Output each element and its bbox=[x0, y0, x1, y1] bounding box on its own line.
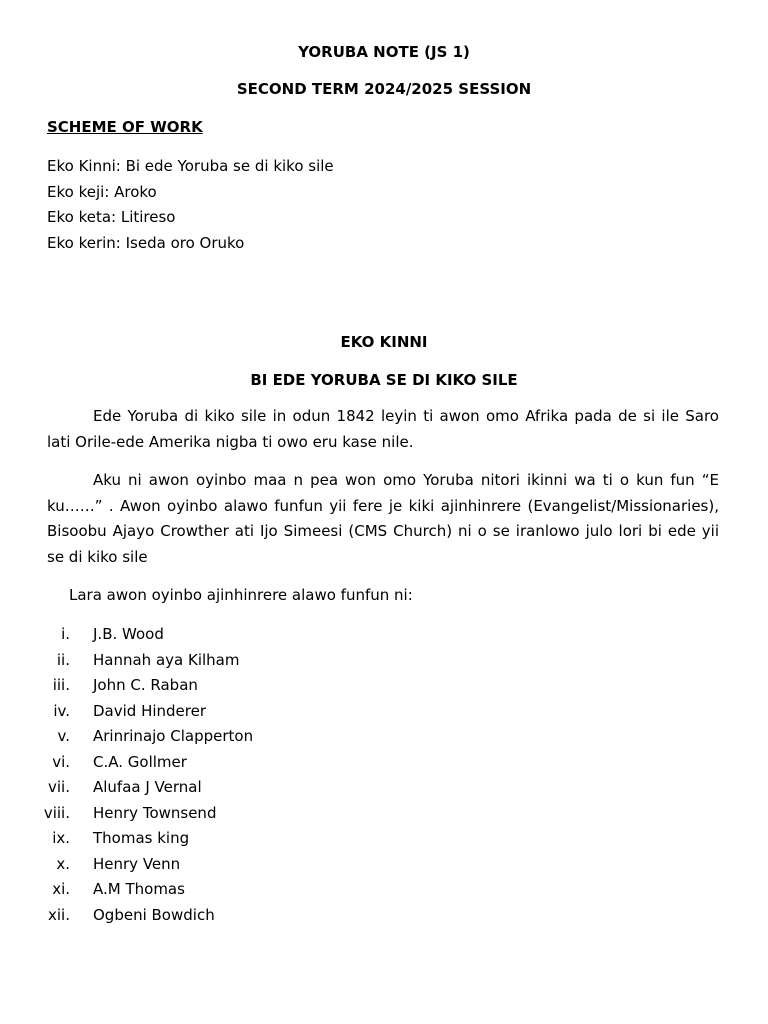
list-item bbox=[0, 801, 400, 827]
list-item bbox=[0, 826, 400, 852]
lesson-title: EKO KINNI bbox=[340, 333, 428, 351]
list-number: vi. bbox=[52, 752, 70, 771]
list-item bbox=[0, 852, 400, 878]
missionary-name: C.A. Gollmer bbox=[93, 752, 187, 771]
missionary-name: Arinrinajo Clapperton bbox=[93, 727, 254, 745]
list-item bbox=[0, 673, 400, 699]
paragraph-2: Aku ni awon oyinbo maa n pea won omo Yoruba nitori ikinni wa ti o kun fun “E ku……” . Awon oyinbo alawo funfun yii fere je kiki ajinhinrere (Evangelist/Missionaries), Bisoobu Ajayo Crowther ati Ijo Simeesi (CMS Church) ni o se iranlowo julo lori bi ede yii se di kiko sile bbox=[47, 471, 719, 566]
list-number: ix. bbox=[52, 829, 70, 847]
list-item bbox=[0, 877, 400, 903]
list-item bbox=[0, 622, 400, 648]
scheme-item: Eko kerin: Iseda oro Oruko bbox=[47, 233, 245, 252]
lesson-subtitle: BI EDE YORUBA SE DI KIKO SILE bbox=[250, 371, 518, 389]
list-item bbox=[0, 724, 400, 750]
list-number: v. bbox=[57, 727, 70, 745]
list-number: ii. bbox=[56, 650, 70, 669]
list-item bbox=[0, 903, 400, 929]
session-title: SECOND TERM 2024/2025 SESSION bbox=[236, 80, 532, 98]
list-number: xi. bbox=[52, 880, 70, 898]
list-number: x. bbox=[56, 854, 70, 873]
scheme-item: Eko keta: Litireso bbox=[47, 208, 176, 226]
missionary-name: Henry Townsend bbox=[93, 803, 217, 822]
list-item bbox=[0, 775, 400, 801]
scheme-item: Eko keji: Aroko bbox=[47, 182, 157, 201]
missionary-name: John C. Raban bbox=[93, 676, 198, 694]
list-number: vii. bbox=[48, 778, 70, 796]
missionaries-list bbox=[0, 622, 400, 928]
paragraph-1: Ede Yoruba di kiko sile in odun 1842 leyin ti awon omo Afrika pada de si ile Saro lati Orile-ede Amerika nigba ti owo eru kase nile. bbox=[47, 407, 719, 451]
missionary-name: J.B. Wood bbox=[93, 625, 164, 643]
list-item bbox=[0, 699, 400, 725]
list-item bbox=[0, 750, 400, 776]
list-item bbox=[0, 648, 400, 674]
missionary-name: Ogbeni Bowdich bbox=[93, 905, 215, 924]
list-number: viii. bbox=[43, 803, 70, 822]
missionary-name: Hannah aya Kilham bbox=[93, 650, 240, 669]
missionary-name: David Hinderer bbox=[93, 701, 207, 720]
list-number: iii. bbox=[52, 676, 70, 694]
missionary-name: Alufaa J Vernal bbox=[93, 778, 202, 796]
scheme-item: Eko Kinni: Bi ede Yoruba se di kiko sile bbox=[47, 157, 334, 175]
list-number: xii. bbox=[48, 905, 70, 924]
missionary-name: Henry Venn bbox=[93, 854, 181, 873]
list-number: iv. bbox=[53, 701, 70, 720]
scheme-heading: SCHEME OF WORK bbox=[47, 118, 203, 136]
document-title: YORUBA NOTE (JS 1) bbox=[298, 43, 470, 61]
scheme-list bbox=[47, 154, 334, 256]
list-intro: Lara awon oyinbo ajinhinrere alawo funfun ni: bbox=[69, 586, 413, 604]
missionary-name: A.M Thomas bbox=[93, 880, 185, 898]
list-number: i. bbox=[61, 625, 70, 643]
missionary-name: Thomas king bbox=[93, 829, 190, 847]
